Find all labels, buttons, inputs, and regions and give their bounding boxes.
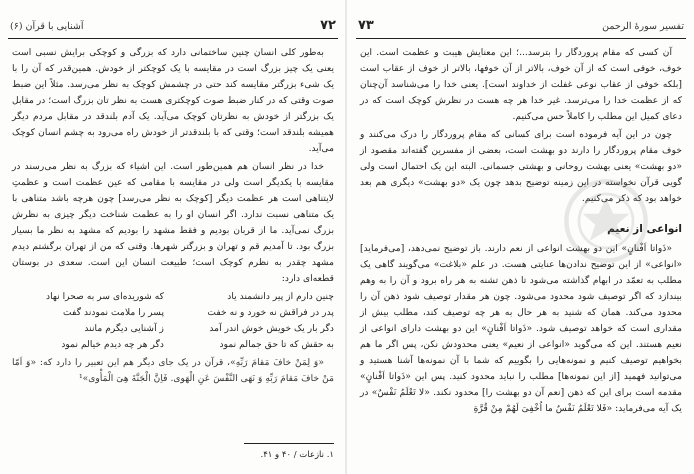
poem-hemistich: پدر در فراقش نه خورد و نه خفت xyxy=(207,307,334,318)
poem xyxy=(12,289,334,353)
section-heading: انواعی از نعیم xyxy=(607,223,682,235)
footnote-rule xyxy=(244,443,334,444)
left-page-number: ۷۲ xyxy=(320,18,336,33)
paragraph: آن کسی که مقام پروردگار را بترسد...؛ این معنایش هیبت و عظمت است. این خوف، خوفی است که از آن خوف، بالاتر از آن خوفها، بالاتر از خوف از عقاب است [بلکه خوفی از عقاب نوعی غفلت از خداوند است]. یعنی خدا را می‌شناسد آن‌چنان که از عظمت خدا را می‌ترسد. غیر خدا هر چه هست در نظرش کوچک است که در دعای کمیل این مطلب را کاملاً حس می‌کنیم. xyxy=(360,47,682,122)
quranic-verse-paragraph: «وَ لِمَنْ خافَ مَقامَ رَبِّهِ»، قرآن در یک جای دیگر هم این تعبیر را دارد که: «وَ اَمّا مَنْ خافَ مَقامَ رَبِّهِ وَ نَهَی النَّفْسَ عَنِ الْهَوی. فَاِنَّ الْجَنَّةَ هِیَ الْمَأْوی»¹ xyxy=(12,357,334,384)
paragraph: خدا در نظر انسان هم همین‌طور است. این اشیاء که بزرگ به نظر می‌رسند در مقایسه با یکدیگر است ولی در مقایسه با مقامی که عین عظمت است و عظمتِ لایتناهی است هر عظمت دیگر [کوچک به نظر می‌رسد] چون هرچه باشد متناهی با یک متناهی نسبت ندارد. اگر انسان او را به عظمت شناخت دیگر چیزی به نظرش بزرگ نمی‌آید. ما از قربان بودیم و فقط مشهد را بودیم که مشهد به نظر ما بسیار بزرگ بود. تا آمدیم قم و تهران و بزرگتر شهرها. وقتی که من از تهران برگشتم دیدم مشهد چقدر به نظرم کوچک است؛ طبیعت انسان این است. سعدی در بوستان قطعه‌ای دارد: xyxy=(12,161,334,284)
book-gutter xyxy=(345,0,347,474)
right-page-number: ۷۳ xyxy=(358,18,374,33)
footnote: ۱. نازعات / ۴۰ و ۴۱. xyxy=(260,450,334,460)
left-page-running-title: آشنایی با قرآن (۶) xyxy=(10,21,84,32)
right-page xyxy=(356,0,686,474)
left-page-body xyxy=(12,45,334,389)
poem-hemistich: دگر بار یک خویش خوش اندر آمد xyxy=(209,323,334,334)
watermark-seal-icon xyxy=(561,176,651,266)
paragraph: به‌طور کلی انسان چنین ساختمانی دارد که بزرگی و کوچکی برایش نسبی است یعنی یک چیز بزرگ است در مقایسه با یک کوچکتر از خودش. همین‌قدر که آن را با یک شیء بزرگتر مقایسه کند حتی در چشمش کوچک به نظر می‌رسد. مثلاً این ضبط صوت وقتی که در کنار ضبط صوت کوچکتری هست به نظر تان بزرگ است؛ در مقابل یک بزرگتر از خودش به نظرتان کوچک می‌آید. یک آدم بلندقد در مقابل مردم دیگر همیشه بلندقد است؛ وقتی که با بلندقدتر از خودش راه می‌رود به چشم انسان کوچک می‌آید. xyxy=(12,47,334,154)
left-page xyxy=(8,0,338,474)
poem-hemistich: پسر را ملامت نمودند گفت xyxy=(63,307,164,318)
paragraph: چون در این آیه فرموده است برای کسانی که مقام پروردگار را درک می‌کنند و خوف مقام پروردگار را دارند دو بهشت است، بعضی از مفسرین گفته‌اند مقصود از «دو بهشت» یعنی بهشت روحانی و بهشتی جسمانی. البته این یک احتمال است ولی گویی قرآن نخواسته در این زمینه توضیح بدهد چون یک «دو بهشت» دیگری هم بعد خواهد بود که ذکر می‌کنیم. xyxy=(360,129,682,204)
left-page-header xyxy=(8,20,338,39)
poem-hemistich: دگر هر چه دیدم خیالم نمود xyxy=(61,339,164,350)
right-page-running-title: تفسیر سورهٔ الرحمن xyxy=(602,21,684,32)
poem-hemistich: چنین دارم از پیر دانشمند یاد xyxy=(227,291,334,302)
right-page-header xyxy=(356,20,686,39)
poem-hemistich: ز آشنایی دیگرم مانند xyxy=(84,323,164,334)
poem-hemistich: که شوریده‌ای سر به صحرا نهاد xyxy=(45,291,164,302)
paragraph: «ذَواتا اَفْنانٍ» این دو بهشت انواعی از نعم دارند. باز توضیح نمی‌دهد، [می‌فرماید] «انواعی» از این توضیح ندادن‌ها عنایتی هست. در علم «بلاغت» می‌گویند گاهی یک مطلب به تعمّد در ابهام گذاشته می‌شود تا ذهن تشنه به هر راه برود و آن را به وهم بیندازد که اگر توصیف شود محدود می‌شود. چون هر مقدار توصیف شود ذهن آن را محدود می‌کند. همان که شنید به هر حال به هر چه توصیف کند، مطلب بیش از مقداری است که خواهد توصیف شود. «ذَواتا اَفْنانٍ» این دو بهشت دارای انواعی از نعیم هستند. این که می‌گوید «انواعی از نعیم» یعنی محدودش نکن، پس اگر ما هم بخواهیم توصیف کنیم و نمونه‌هایی را بگوییم که شما با آن نمونه‌ها آشنا هستید و می‌توانید فهمید [از این نمونه‌ها] مطلب را نباید محدود کنید. پس این «ذَواتا اَفْنانٍ» مقدمه است برای این که ذهن [نعم آن دو بهشت را] محدود نکند. «لا تَعْلَمُ نَفْسٌ» در یک آیه می‌فرماید: «فَلا تَعْلَمُ نَفْسٌ ما اُخْفِیَ لَهُمْ مِنْ قُرَّةِ xyxy=(360,243,682,414)
poem-hemistich: به حقش که تا حق جمالم نمود xyxy=(219,339,334,350)
